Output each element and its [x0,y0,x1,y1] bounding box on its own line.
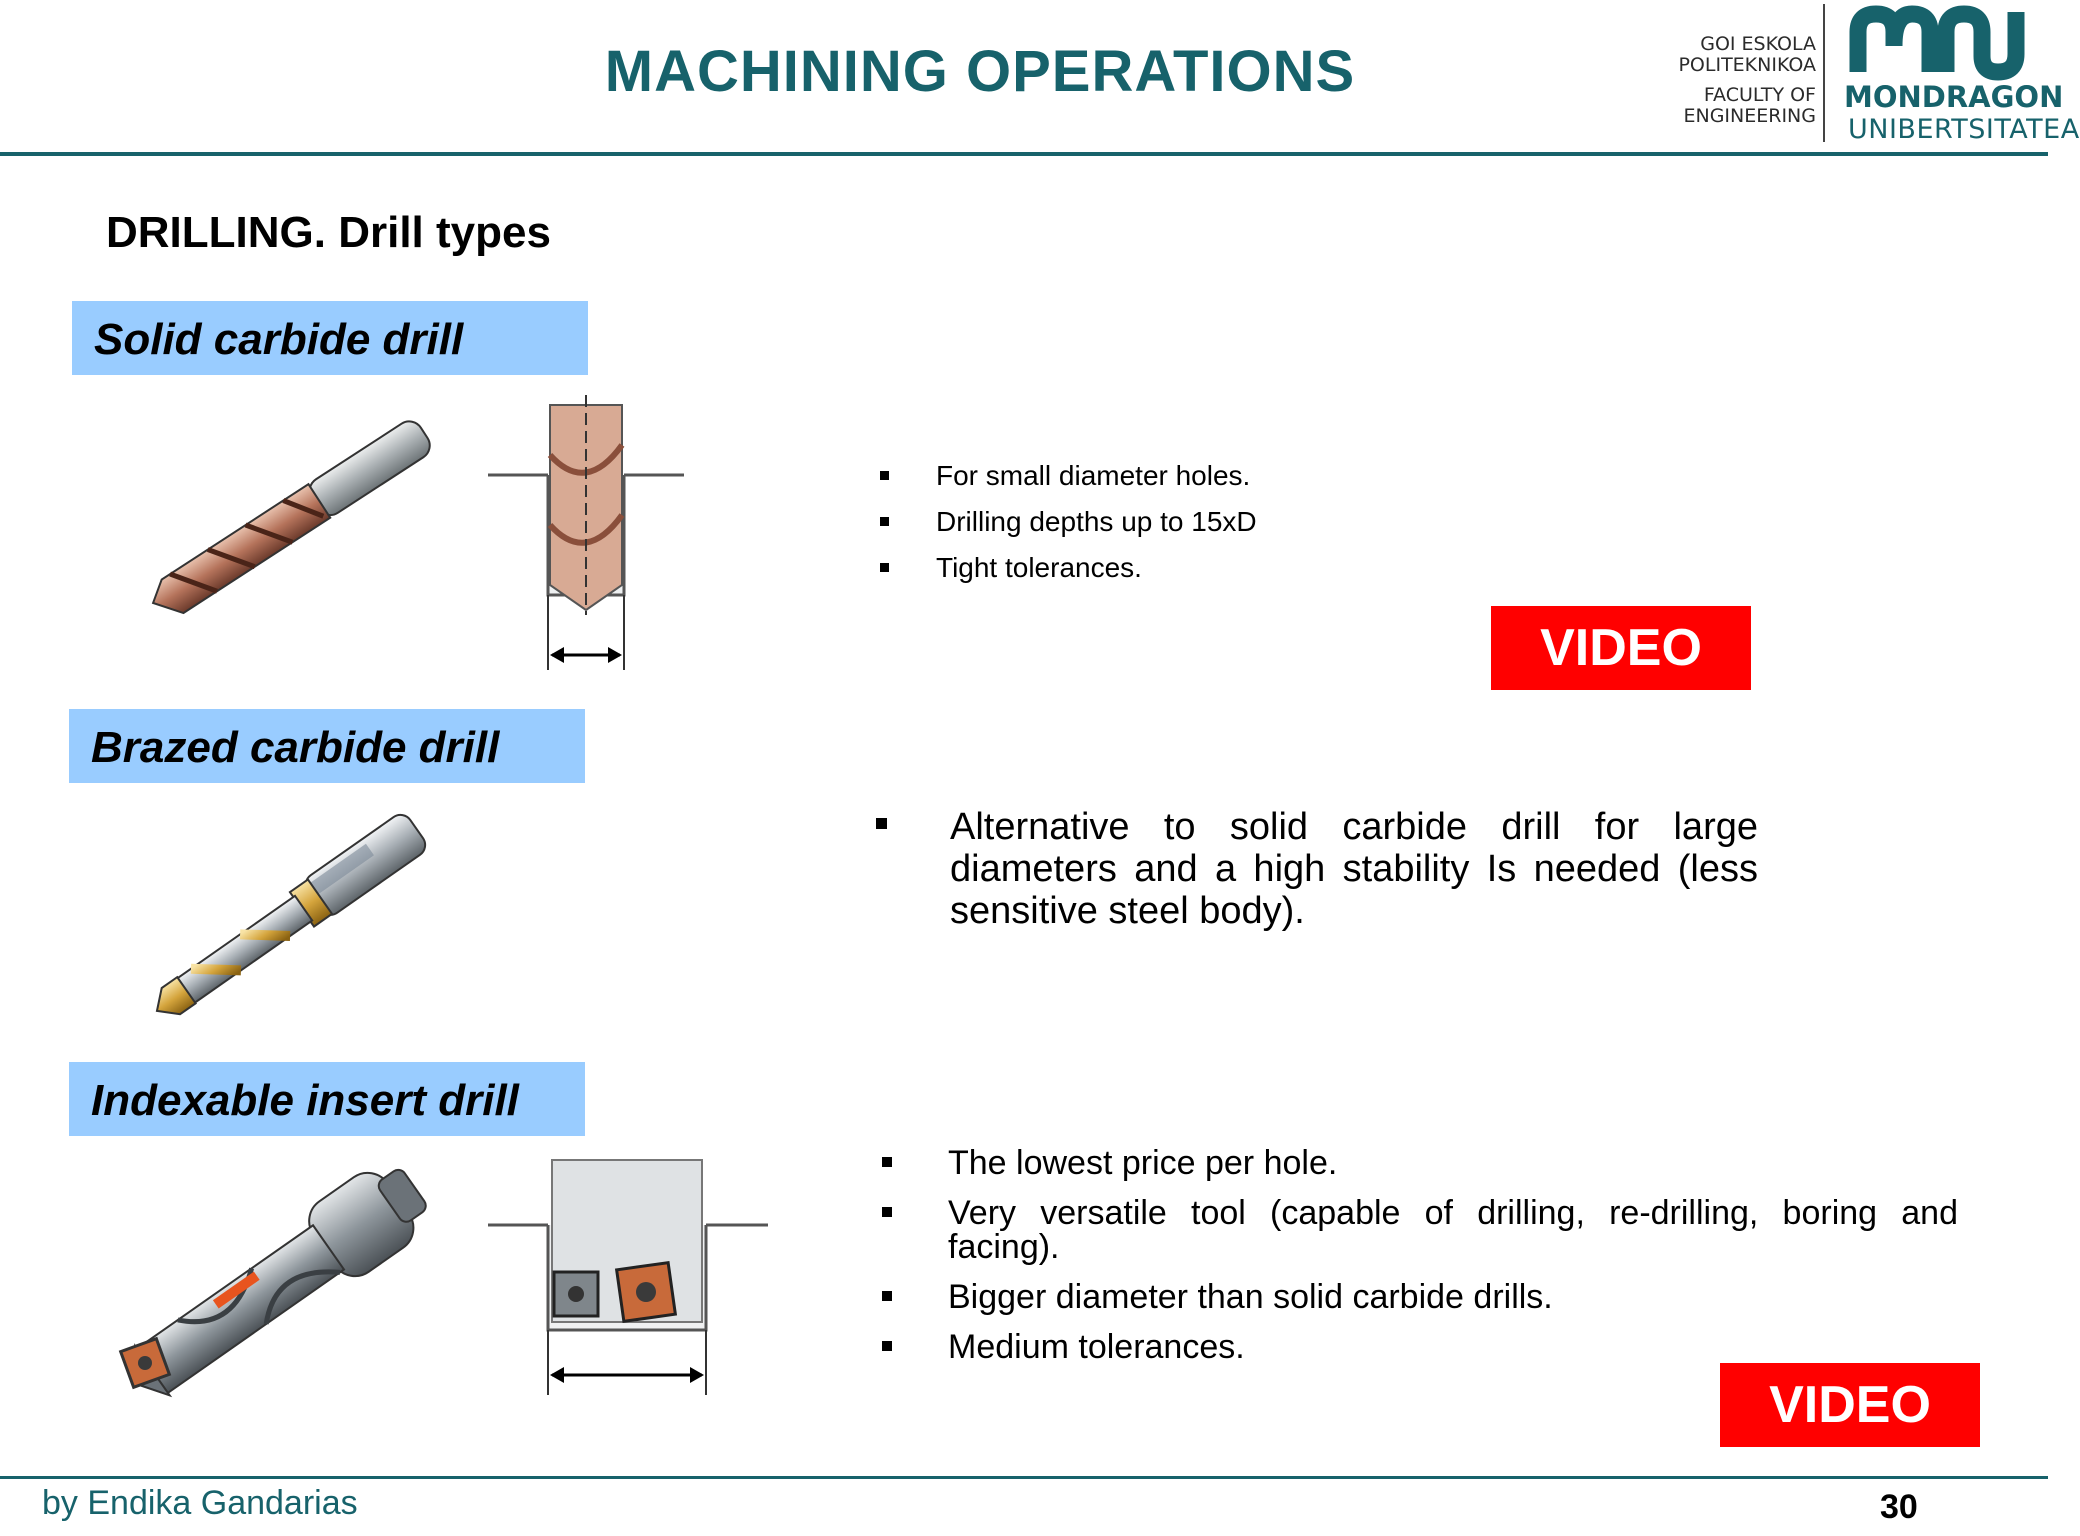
list-item: Drilling depths up to 15xD [880,508,1400,536]
brazed-carbide-label: Brazed carbide drill [69,709,585,783]
header-divider [0,152,2048,156]
university-name: MONDRAGON [1844,80,2064,114]
logo-divider [1823,4,1825,142]
indexable-insert-bullets [880,1146,1958,1380]
section-heading: DRILLING. Drill types [106,208,551,257]
school-line: ENGINEERING [1683,105,1816,127]
list-item: For small diameter holes. [880,462,1400,490]
list-item: Medium tolerances. [880,1330,1958,1364]
list-item: Very versatile tool (capable of drilling, re-drilling, boring and facing). [880,1196,1958,1264]
university-subname: UNIBERTSITATEA [1848,114,2080,145]
list-item: Alternative to solid carbide drill for large diameters and a high stability Is needed (less sensitive steel body). [874,806,1758,932]
school-line: FACULTY OF [1703,84,1816,106]
footer-divider [0,1476,2048,1479]
solid-carbide-hole-diagram [488,395,684,675]
mondragon-logo-icon [1850,6,2030,76]
indexable-insert-label: Indexable insert drill [69,1062,585,1136]
list-item: The lowest price per hole. [880,1146,1958,1180]
indexable-insert-hole-diagram [488,1160,768,1400]
solid-carbide-drill-icon [120,405,460,635]
solid-carbide-label: Solid carbide drill [72,301,588,375]
list-item: Tight tolerances. [880,554,1400,582]
school-line: GOI ESKOLA [1700,33,1816,55]
indexable-insert-video-button[interactable]: VIDEO [1720,1363,1980,1447]
footer-author: by Endika Gandarias [42,1484,358,1522]
school-line: POLITEKNIKOA [1678,54,1816,76]
indexable-insert-drill-icon [96,1152,448,1422]
slide-title: MACHINING OPERATIONS [604,39,1356,104]
page-number: 30 [1880,1488,1918,1526]
school-name [1640,34,1816,127]
brazed-carbide-drill-icon [120,810,450,1030]
list-item: Bigger diameter than solid carbide drills. [880,1280,1958,1314]
solid-carbide-video-button[interactable]: VIDEO [1491,606,1751,690]
brazed-carbide-bullets [874,806,1758,932]
solid-carbide-bullets [880,462,1400,600]
